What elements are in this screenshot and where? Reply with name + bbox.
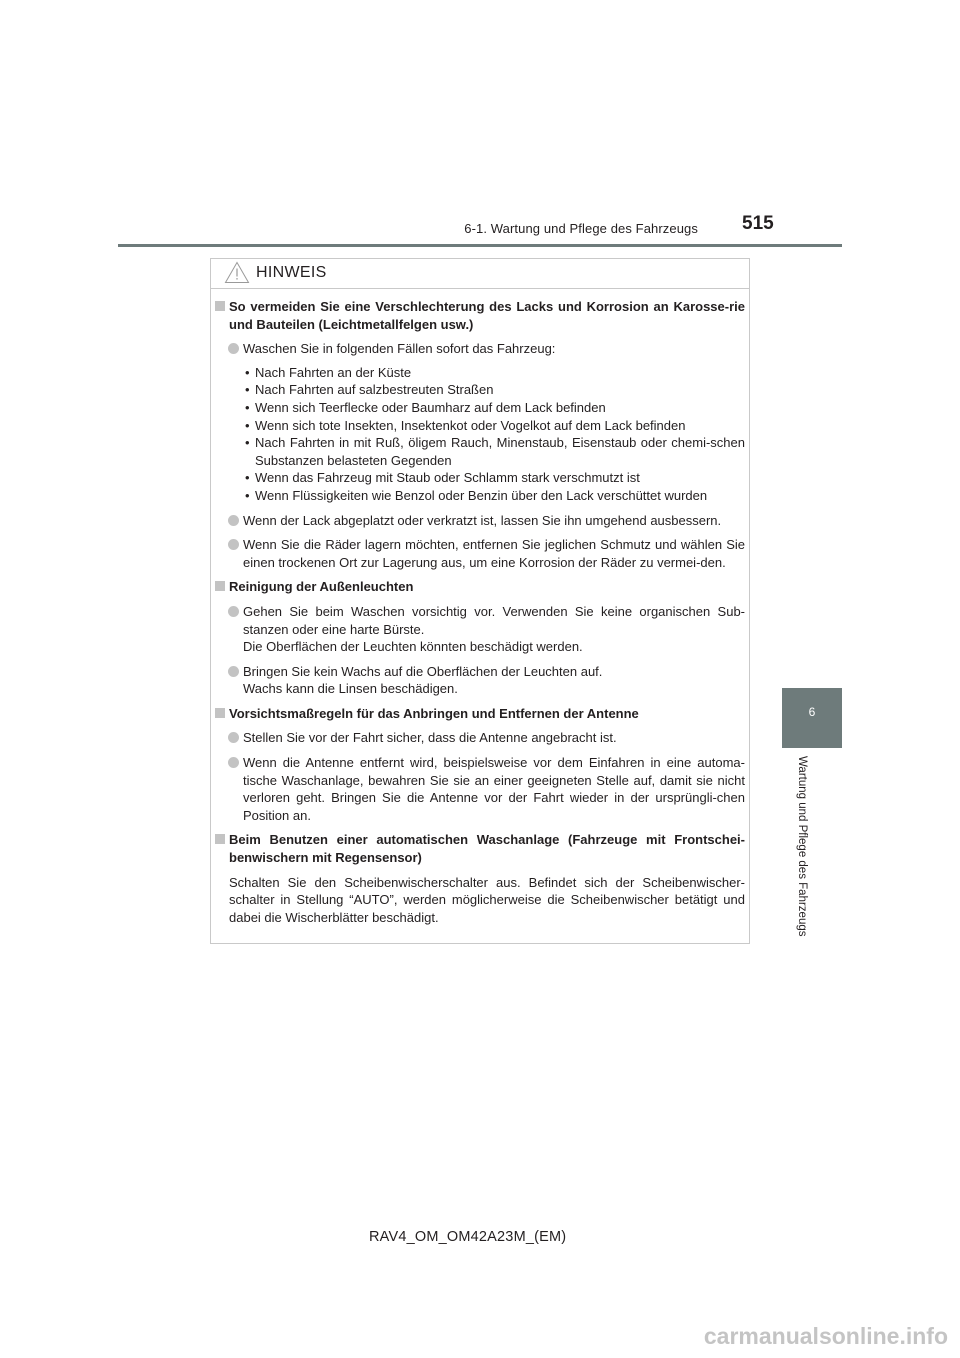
section-heading (215, 705, 745, 723)
watermark: carmanualsonline.info (703, 1323, 948, 1349)
list-item-text: Wenn die Antenne entfernt wird, beispielsweise vor dem Einfahren in eine automa-tische Waschanlage, bewahren Sie sie an einer geeigneten Stelle auf, damit sie nicht verloren geht. Bringen Sie die Antenne vor der Fahrt wieder in der ursprüngli-chen Position an. (243, 755, 745, 823)
sub-list (215, 364, 745, 505)
section-heading (215, 298, 745, 333)
paragraph: Schalten Sie den Scheibenwischerschalter aus. Befindet sich der Scheibenwischer-schalter in Stellung “AUTO”, werden möglicherweise die Scheibenwischer betätigt und dabei die Wischerblätter beschädigt. (229, 874, 745, 925)
list-item (215, 512, 745, 530)
circle-bullet-icon (228, 666, 239, 677)
list-item-text: Gehen Sie beim Waschen vorsichtig vor. Verwenden Sie keine organischen Sub-stanzen oder eine harte Bürste. (243, 603, 745, 637)
section-heading-text: So vermeiden Sie eine Verschlechterung des Lacks und Korrosion an Karosse-rie und Bauteilen (Leichtmetallfelgen usw.) (229, 299, 745, 332)
section-heading-text: Reinigung der Außenleuchten (229, 579, 414, 595)
circle-bullet-icon (228, 732, 239, 743)
list-item-text: Die Oberflächen der Leuchten könnten beschädigt werden. (243, 639, 583, 655)
circle-bullet-icon (228, 343, 239, 354)
sub-list-item-text: Nach Fahrten auf salzbestreuten Straßen (255, 382, 494, 398)
circle-bullet-icon (228, 606, 239, 617)
sub-list-item-text: Wenn Flüssigkeiten wie Benzol oder Benzin über den Lack verschüttet wurden (255, 487, 708, 503)
list-item-text: Waschen Sie in folgenden Fällen sofort das Fahrzeug: (243, 341, 556, 357)
page-number: 515 (742, 213, 774, 234)
warning-triangle-icon (224, 261, 250, 289)
header-rule (118, 244, 842, 247)
square-bullet-icon (215, 834, 225, 844)
section-heading (215, 578, 745, 596)
sub-list-item: • Wenn das Fahrzeug mit Staub oder Schlamm stark verschmutzt ist (245, 470, 640, 486)
notice-header (211, 259, 749, 289)
list-item (215, 729, 745, 747)
sub-list-item: • Wenn Flüssigkeiten wie Benzol oder Benzin über den Lack verschüttet wurden (245, 487, 708, 503)
notice-content (215, 298, 745, 926)
list-item-text: Wachs kann die Linsen beschädigen. (243, 681, 458, 697)
chapter-tab[interactable] (782, 688, 842, 748)
document-code: RAV4_OM_OM42A23M_(EM) (369, 1229, 567, 1245)
circle-bullet-icon (228, 515, 239, 526)
notice-title: HINWEIS (256, 264, 327, 281)
sub-list-item: • Nach Fahrten an der Küste (245, 364, 412, 380)
list-item (215, 754, 745, 824)
square-bullet-icon (215, 708, 225, 718)
list-item-text: Bringen Sie kein Wachs auf die Oberflächen der Leuchten auf. (243, 663, 603, 679)
section-heading-text: Beim Benutzen einer automatischen Waschanlage (Fahrzeuge mit Frontschei-benwischern mit Regensensor) (229, 832, 745, 866)
circle-bullet-icon (228, 757, 239, 768)
sub-list-item: • Wenn sich Teerflecke oder Baumharz auf dem Lack befinden (245, 399, 606, 415)
list-item-text: Wenn der Lack abgeplatzt oder verkratzt ist, lassen Sie ihn umgehend ausbessern. (243, 512, 722, 528)
section-heading (215, 831, 745, 866)
list-item-text: Wenn Sie die Räder lagern möchten, entfernen Sie jeglichen Schmutz und wählen Sie einen trockenen Ort zur Lagerung aus, um eine Korrosion der Räder zu vermei-den. (243, 537, 745, 570)
sub-list-item-text: Nach Fahrten in mit Ruß, öligem Rauch, Minenstaub, Eisenstaub oder chemi-schen Substanzen belasteten Gegenden (255, 435, 745, 468)
sub-list-item: • Wenn sich tote Insekten, Insektenkot oder Vogelkot auf dem Lack befinden (245, 417, 686, 433)
square-bullet-icon (215, 301, 225, 311)
sub-list-item-text: Wenn sich tote Insekten, Insektenkot oder Vogelkot auf dem Lack befinden (255, 417, 686, 433)
chapter-title: 6-1. Wartung und Pflege des Fahrzeugs (464, 221, 698, 236)
sub-list-item-text: Nach Fahrten an der Küste (255, 364, 412, 380)
sub-list-item: • Nach Fahrten in mit Ruß, öligem Rauch, Minenstaub, Eisenstaub oder chemi-schen Substanzen belasteten Gegenden (245, 435, 745, 468)
list-item (215, 536, 745, 571)
list-item (215, 603, 745, 656)
list-item (215, 663, 745, 698)
chapter-tab-number: 6 (808, 705, 816, 719)
circle-bullet-icon (228, 539, 239, 550)
sub-list-item: • Nach Fahrten auf salzbestreuten Straßen (245, 382, 494, 398)
section-heading-text: Vorsichtsmaßregeln für das Anbringen und Entfernen der Antenne (229, 705, 639, 721)
notice-box (210, 258, 750, 944)
sub-list-item-text: Wenn das Fahrzeug mit Staub oder Schlamm stark verschmutzt ist (255, 470, 640, 486)
list-item-text: Stellen Sie vor der Fahrt sicher, dass die Antenne angebracht ist. (243, 730, 617, 746)
square-bullet-icon (215, 581, 225, 591)
chapter-side-label: Wartung und Pflege des Fahrzeugs (796, 756, 808, 937)
sub-list-item-text: Wenn sich Teerflecke oder Baumharz auf dem Lack befinden (255, 399, 606, 415)
list-item (215, 340, 745, 358)
